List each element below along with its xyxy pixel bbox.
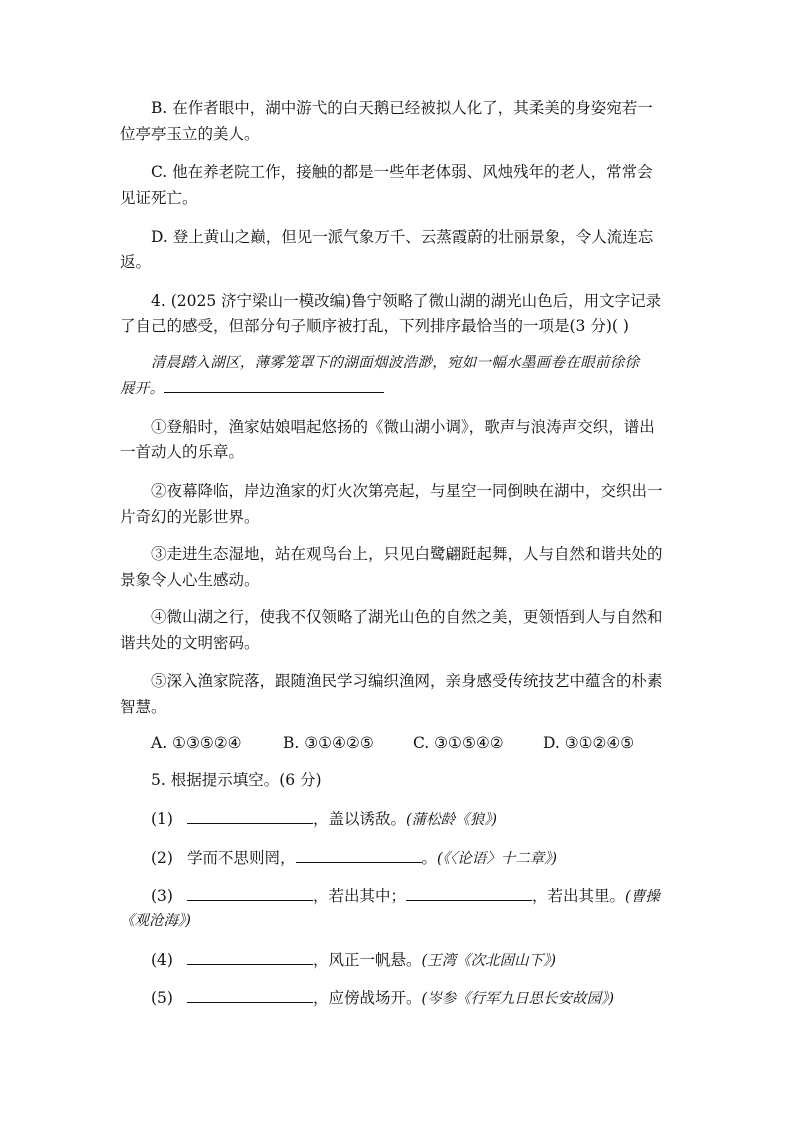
q4-sentence4-line1: ④微山湖之行，使我不仅领略了湖光山色的自然之美，更领悟到人与自然和 — [151, 608, 663, 626]
q4-sentence5-line1: ⑤深入渔家院落，跟随渔民学习编织渔网，亲身感受传统技艺中蕴含的朴素 — [151, 672, 663, 690]
q5-item5-text: ，应傍战场开。 — [313, 989, 422, 1007]
q4-option-c[interactable]: C. ③①⑤④② — [413, 734, 504, 752]
q5-item3-number: (3) — [151, 887, 173, 905]
choice-d-line1: D. 登上黄山之巅，但见一派气象万千、云蒸霞蔚的壮丽景象，令人流连忘 — [151, 228, 654, 246]
q5-item3-text-a: ，若出其中； — [313, 887, 407, 905]
q5-item2-blank[interactable] — [296, 848, 422, 863]
q5-item2-source: (《〈论语〉十二章》) — [437, 851, 558, 867]
q5-item5-body — [187, 988, 614, 1009]
q4-option-a[interactable]: A. ①③⑤②④ — [151, 734, 242, 752]
q5-item1-blank[interactable] — [187, 809, 313, 824]
q5-item3-body — [187, 886, 660, 907]
q4-lead-line2: 展开。 — [120, 381, 165, 397]
choice-c-line2: 见证死亡。 — [120, 189, 198, 207]
q5-item3-source-b: 《观沧海》) — [120, 913, 191, 929]
q5-item2-text: 。 — [421, 849, 438, 867]
q5-item4-body — [187, 950, 556, 971]
q4-stem-line1: 4. (2025 济宁梁山一模改编)鲁宁领略了微山湖的湖光山色后，用文字记录 — [151, 292, 662, 310]
q5-item2-prefix: 学而不思则罔， — [187, 849, 296, 867]
q4-lead-line1: 清晨踏入湖区，薄雾笼罩下的湖面烟波浩渺，宛如一幅水墨画卷在眼前徐徐 — [151, 355, 640, 371]
q4-option-b[interactable]: B. ③①④②⑤ — [283, 734, 374, 752]
q4-sentence5-line2: 智慧。 — [120, 698, 167, 716]
q4-sentence2-line1: ②夜幕降临，岸边渔家的灯火次第亮起，与星空一同倒映在湖中，交织出一 — [151, 482, 663, 500]
q4-sentence3-line1: ③走进生态湿地，站在观鸟台上，只见白鹭翩跹起舞，人与自然和谐共处的 — [151, 545, 663, 563]
q5-item2-number: (2) — [151, 849, 173, 867]
q5-item5-blank[interactable] — [187, 988, 313, 1003]
q5-item5-source: (岑参《行军九日思长安故园》) — [421, 991, 615, 1007]
choice-b-line2: 位亭亭玉立的美人。 — [120, 125, 260, 143]
q4-sentence1-line1: ①登船时，渔家姑娘唱起悠扬的《微山湖小调》，歌声与浪涛声交织，谱出 — [151, 418, 655, 436]
q5-item1-source: (蒲松龄《狼》) — [406, 812, 498, 828]
q5-item4-text: ，风正一帆悬。 — [313, 951, 422, 969]
q5-item3-blank-b[interactable] — [406, 886, 532, 901]
q4-sentence4-line2: 谐共处的文明密码。 — [120, 634, 260, 652]
choice-c-line1: C. 他在养老院工作，接触的都是一些年老体弱、风烛残年的老人，常常会 — [151, 163, 653, 181]
q5-item1-body — [187, 809, 497, 830]
q5-item4-number: (4) — [151, 951, 173, 969]
q4-sentence3-line2: 景象令人心生感动。 — [120, 571, 260, 589]
q4-answer-blank[interactable] — [164, 378, 384, 393]
q5-item4-source: (王湾《次北固山下》) — [421, 953, 557, 969]
q5-item3-source-a: (曹操 — [625, 889, 660, 905]
q4-sentence1-line2: 一首动人的乐章。 — [120, 443, 245, 461]
q5-item3-text-b: ，若出其里。 — [532, 887, 626, 905]
q4-option-d[interactable]: D. ③①②④⑤ — [543, 734, 635, 752]
q5-item2-body — [187, 848, 557, 869]
q4-sentence2-line2: 片奇幻的光影世界。 — [120, 508, 260, 526]
q5-title: 5. 根据提示填空。(6 分) — [151, 771, 322, 789]
q4-stem-line2: 了自己的感受，但部分句子顺序被打乱，下列排序最恰当的一项是(3 分)( ) — [120, 317, 629, 335]
choice-b-line1: B. 在作者眼中，湖中游弋的白天鹅已经被拟人化了，其柔美的身姿宛若一 — [151, 99, 653, 117]
choice-d-line2: 返。 — [120, 253, 152, 271]
q5-item1-text: ，盖以诱敌。 — [313, 810, 407, 828]
q5-item4-blank[interactable] — [187, 950, 313, 965]
q5-item3-blank-a[interactable] — [187, 886, 313, 901]
q5-item5-number: (5) — [151, 989, 173, 1007]
q4-lead-line2-wrap — [120, 378, 680, 399]
q5-item1-number: (1) — [151, 810, 173, 828]
